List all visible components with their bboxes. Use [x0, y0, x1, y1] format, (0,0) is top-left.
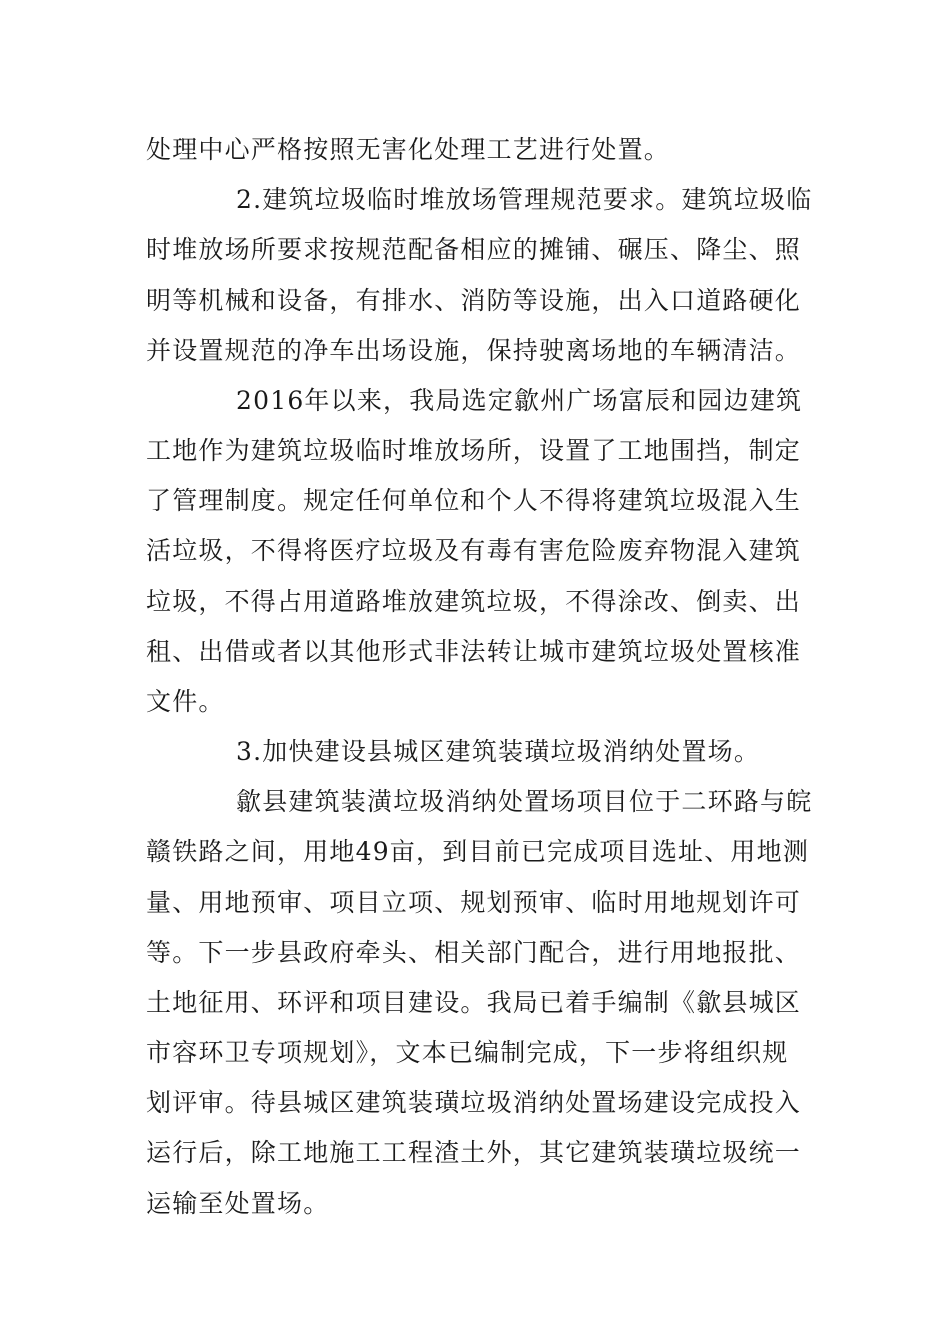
text-line: 2016年以来，我局选定歙州广场富辰和园边建筑	[236, 386, 803, 415]
text-line: 明等机械和设备，有排水、消防等设施，出入口道路硬化	[146, 286, 802, 315]
text-line: 了管理制度。规定任何单位和个人不得将建筑垃圾混入生	[146, 486, 802, 515]
text-line: 运行后，除工地施工工程渣土外，其它建筑装璜垃圾统一	[146, 1138, 802, 1167]
text-line: 3.加快建设县城区建筑装璜垃圾消纳处置场。	[236, 737, 761, 766]
text-line: 2.建筑垃圾临时堆放场管理规范要求。建筑垃圾临	[236, 185, 813, 214]
text-line: 租、出借或者以其他形式非法转让城市建筑垃圾处置核准	[146, 637, 802, 666]
text-line: 并设置规范的净车出场设施，保持驶离场地的车辆清洁。	[146, 336, 802, 365]
text-line: 赣铁路之间，用地49亩，到目前已完成项目选址、用地测	[146, 837, 810, 866]
text-line: 工地作为建筑垃圾临时堆放场所，设置了工地围挡，制定	[146, 436, 802, 465]
text-line: 等。下一步县政府牵头、相关部门配合，进行用地报批、	[146, 938, 802, 967]
text-line: 处理中心严格按照无害化处理工艺进行处置。	[146, 135, 671, 164]
text-line: 活垃圾，不得将医疗垃圾及有毒有害危险废弃物混入建筑	[146, 536, 802, 565]
text-line: 划评审。待县城区建筑装璜垃圾消纳处置场建设完成投入	[146, 1088, 802, 1117]
text-line: 土地征用、环评和项目建设。我局已着手编制《歙县城区	[146, 988, 802, 1017]
text-line: 垃圾，不得占用道路堆放建筑垃圾，不得涂改、倒卖、出	[146, 587, 802, 616]
text-line: 运输至处置场。	[146, 1189, 330, 1218]
text-line: 歙县建筑装潢垃圾消纳处置场项目位于二环路与皖	[236, 787, 813, 816]
text-line: 量、用地预审、项目立项、规划预审、临时用地规划许可	[146, 888, 802, 917]
text-line: 时堆放场所要求按规范配备相应的摊铺、碾压、降尘、照	[146, 235, 802, 264]
text-line: 市容环卫专项规划》，文本已编制完成，下一步将组织规	[146, 1038, 789, 1067]
text-line: 文件。	[146, 687, 225, 716]
